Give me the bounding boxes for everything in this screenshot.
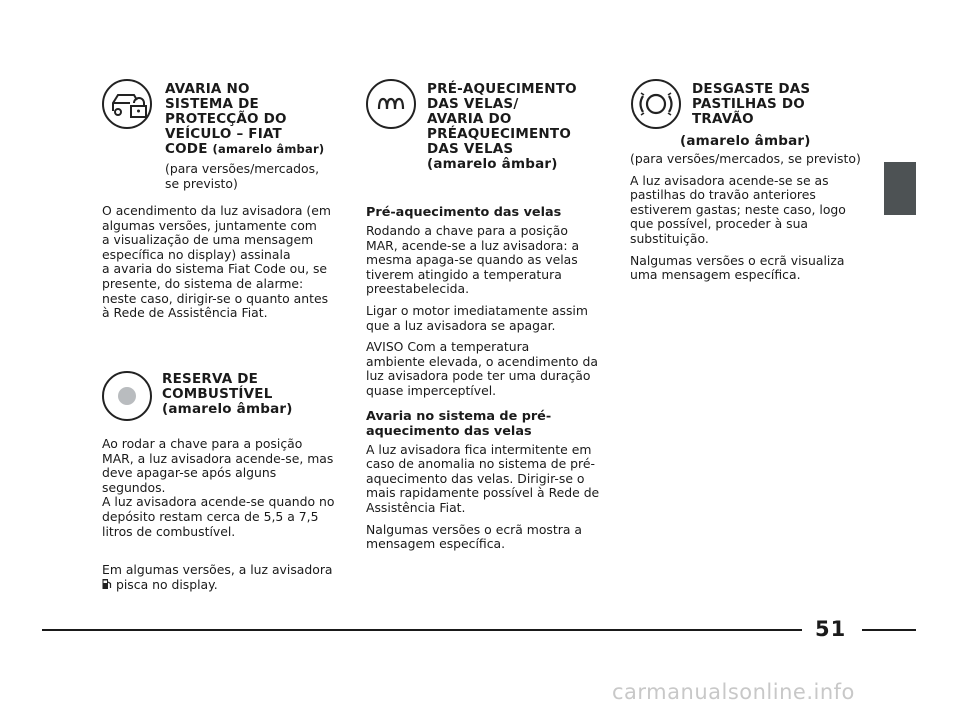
text-line: ambiente elevada, o acendimento da: [366, 353, 598, 369]
text-line: Em algumas versões, a luz avisadora: [102, 562, 333, 577]
text-line: a avaria do sistema Fiat Code ou, se: [102, 261, 328, 277]
footer-rule-right: [862, 629, 916, 631]
text-line: Assistência Fiat.: [366, 499, 466, 515]
text-line: tiverem atingido a temperatura: [366, 266, 562, 282]
heading-line: PROTECÇÃO DO: [165, 111, 287, 127]
text-line: litros de combustível.: [102, 523, 236, 539]
text-line: segundos.: [102, 479, 166, 495]
heading-line: SISTEMA DE: [165, 96, 259, 112]
heading-line: PRÉAQUECIMENTO: [427, 126, 571, 142]
versions-note: [165, 162, 319, 191]
brake-pads-heading: [692, 82, 810, 127]
text-line: Ao rodar a chave para a posição: [102, 436, 303, 451]
watermark: carmanualsonline.info: [612, 680, 855, 704]
text-line: Nalgumas versões o ecrã mostra a: [366, 521, 582, 537]
glow-plug-body: [366, 205, 611, 559]
text-line: específica no display) assinala: [102, 246, 291, 262]
color-note: (amarelo âmbar): [212, 142, 325, 156]
footer-rule-left: [42, 629, 802, 631]
heading-line: VEÍCULO – FIAT: [165, 126, 282, 142]
text-line: mensagem específica.: [366, 536, 506, 552]
brake-pads-body: [630, 152, 870, 290]
car-lock-icon: [102, 79, 152, 129]
fuel-display-note: [102, 563, 333, 592]
heading-line: TRAVÃO: [692, 111, 754, 127]
text-line: substituição.: [630, 230, 709, 246]
text-line: se previsto): [165, 175, 238, 191]
heading-line: DAS VELAS/: [427, 96, 519, 112]
text-line: presente, do sistema de alarme:: [102, 275, 304, 291]
heading-line: PRÉ-AQUECIMENTO: [427, 81, 577, 97]
text-line: aquecimento das velas. Dirigir-se o: [366, 470, 585, 486]
text-line: algumas versões, juntamente com: [102, 217, 317, 233]
subheading: Pré-aquecimento das velas: [366, 205, 562, 220]
text-line: deve apagar-se após alguns: [102, 465, 277, 481]
text-line: pastilhas do travão anteriores: [630, 187, 816, 203]
heading-line: AVARIA NO: [165, 81, 250, 97]
page-number: 51: [815, 617, 847, 641]
fuel-reserve-body: [102, 437, 334, 539]
fiat-code-heading: [165, 82, 324, 157]
heading-line: DAS VELAS: [427, 141, 514, 157]
text-line: (para versões/mercados,: [165, 161, 320, 176]
text-line: A luz avisadora acende-se quando no: [102, 494, 335, 510]
text-line: quase imperceptível.: [366, 382, 497, 398]
text-line: uma mensagem específica.: [630, 267, 801, 283]
fiat-code-body: [102, 204, 331, 321]
text-line: pisca no display.: [116, 576, 218, 592]
glow-plug-heading: [427, 82, 577, 172]
text-line: neste caso, dirigir-se o quanto antes: [102, 290, 329, 306]
text-line: depósito restam cerca de 5,5 a 7,5: [102, 508, 319, 524]
heading-line: COMBUSTÍVEL: [162, 386, 273, 402]
heading-line: (amarelo âmbar): [162, 401, 293, 417]
subheading: Avaria no sistema de pré-: [366, 408, 552, 424]
brake-pad-wear-icon: [631, 79, 681, 129]
section-tab: [884, 162, 916, 215]
text-line: estiverem gastas; neste caso, logo: [630, 201, 846, 217]
text-line: Rodando a chave para a posição: [366, 223, 568, 238]
text-line: mesma apaga-se quando as velas: [366, 252, 578, 268]
heading-line: RESERVA DE: [162, 371, 259, 387]
text-line: que a luz avisadora se apagar.: [366, 317, 556, 333]
text-line: que possível, proceder à sua: [630, 216, 809, 232]
glow-plug-icon: [366, 79, 416, 129]
heading-line: AVARIA DO: [427, 111, 512, 127]
color-note: (amarelo âmbar): [680, 133, 811, 149]
text-line: A luz avisadora acende-se se as: [630, 172, 829, 188]
text-line: preestabelecida.: [366, 281, 470, 297]
text-line: mais rapidamente possível à Rede de: [366, 485, 600, 501]
text-line: a visualização de uma mensagem: [102, 232, 314, 248]
heading-line: DESGASTE DAS: [692, 81, 811, 97]
text-line: O acendimento da luz avisadora (em: [102, 203, 331, 218]
text-line: à Rede de Assistência Fiat.: [102, 305, 268, 321]
fuel-reserve-icon: [102, 371, 152, 421]
text-line: Nalgumas versões o ecrã visualiza: [630, 252, 845, 268]
text-line: MAR, a luz avisadora acende-se, mas: [102, 450, 334, 466]
heading-line: PASTILHAS DO: [692, 96, 805, 112]
text-line: A luz avisadora fica intermitente em: [366, 441, 592, 457]
fuel-pump-icon: [102, 578, 112, 590]
fuel-reserve-heading: [162, 372, 293, 417]
text-line: luz avisadora pode ter uma duração: [366, 368, 591, 384]
heading-line: (amarelo âmbar): [427, 156, 558, 172]
text-line: Ligar o motor imediatamente assim: [366, 302, 588, 318]
text-line: caso de anomalia no sistema de pré-: [366, 456, 595, 472]
text-line: MAR, acende-se a luz avisadora: a: [366, 237, 580, 253]
text-line: AVISO Com a temperatura: [366, 339, 530, 355]
text-line: (para versões/mercados, se previsto): [630, 151, 861, 166]
heading-line: CODE: [165, 141, 208, 157]
subheading: aquecimento das velas: [366, 423, 532, 439]
